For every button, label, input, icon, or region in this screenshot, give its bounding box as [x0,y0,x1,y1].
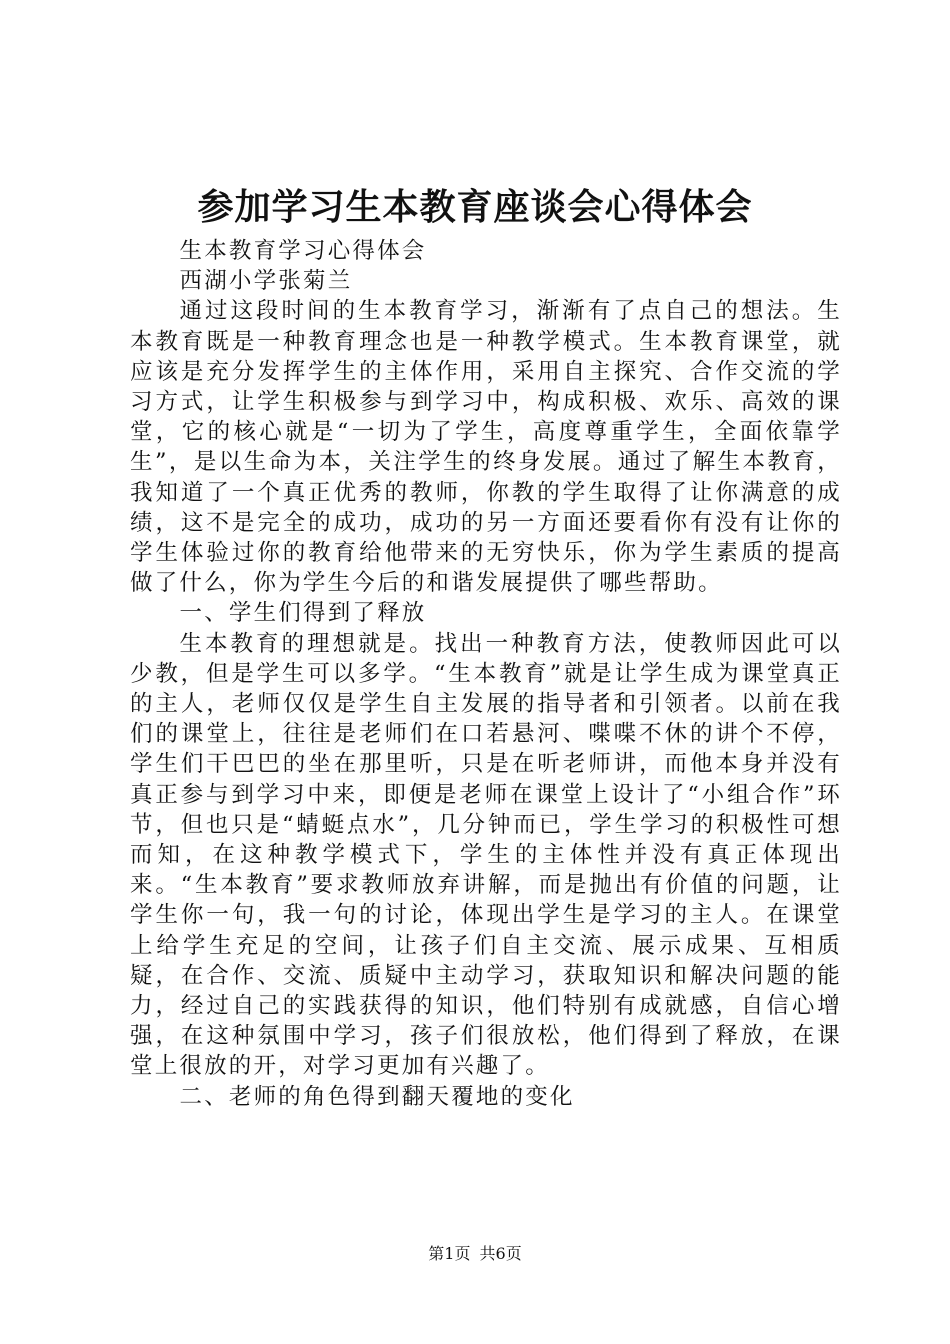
page-footer [0,1243,950,1265]
subtitle-line: 生本教育学习心得体会 [179,238,427,264]
page-number: 第1页 [428,1244,471,1263]
document-title: 参加学习生本教育座谈会心得体会 [197,187,753,228]
paragraph-intro: 通过这段时间的生本教育学习，渐渐有了点自己的想法。生本教育既是一种教育理念也是一种教学模式。生本教育课堂，就应该是充分发挥学生的主体作用，采用自主探究、合作交流的学习方式，让学生积极参与到学习中，构成积极、欢乐、高效的课堂，它的核心就是“一切为了学生，高度尊重学生，全面依靠学生”，是以生命为本，关注学生的终身发展。通过了解生本教育，我知道了一个真正优秀的教师，你教的学生取得了让你满意的成绩，这不是完全的成功，成功的另一方面还要看你有没有让你的学生体验过你的教育给他带来的无穷快乐，你为学生素质的提高做了什么，你为学生今后的和谐发展提供了哪些帮助。 [130,298,842,597]
page-total: 共6页 [479,1244,522,1263]
paragraph-section-1: 生本教育的理想就是。找出一种教育方法，使教师因此可以少教，但是学生可以多学。“生本教育”就是让学生成为课堂真正的主人，老师仅仅是学生自主发展的指导者和引领者。以前在我们的课堂上，往往是老师们在口若悬河、喋喋不休的讲个不停，学生们干巴巴的坐在那里听，只是在听老师讲，而他本身并没有真正参与到学习中来，即便是老师在课堂上设计了“小组合作”环节，但也只是“蜻蜓点水”，几分钟而已，学生学习的积极性可想而知，在这种教学模式下，学生的主体性并没有真正体现出来。“生本教育”要求教师放弃讲解，而是抛出有价值的问题，让学生你一句，我一句的讨论，体现出学生是学习的主人。在课堂上给学生充足的空间，让孩子们自主交流、展示成果、互相质疑，在合作、交流、质疑中主动学习，获取知识和解决问题的能力，经过自己的实践获得的知识，他们特别有成就感，自信心增强，在这种氛围中学习，孩子们很放松，他们得到了释放，在课堂上很放的开，对学习更加有兴趣了。 [130,630,842,1080]
section-heading-2: 二、老师的角色得到翻天覆地的变化 [179,1083,575,1110]
author-line: 西湖小学张菊兰 [179,268,353,295]
document-body [130,236,842,1112]
section-heading-1: 一、学生们得到了释放 [179,600,427,627]
